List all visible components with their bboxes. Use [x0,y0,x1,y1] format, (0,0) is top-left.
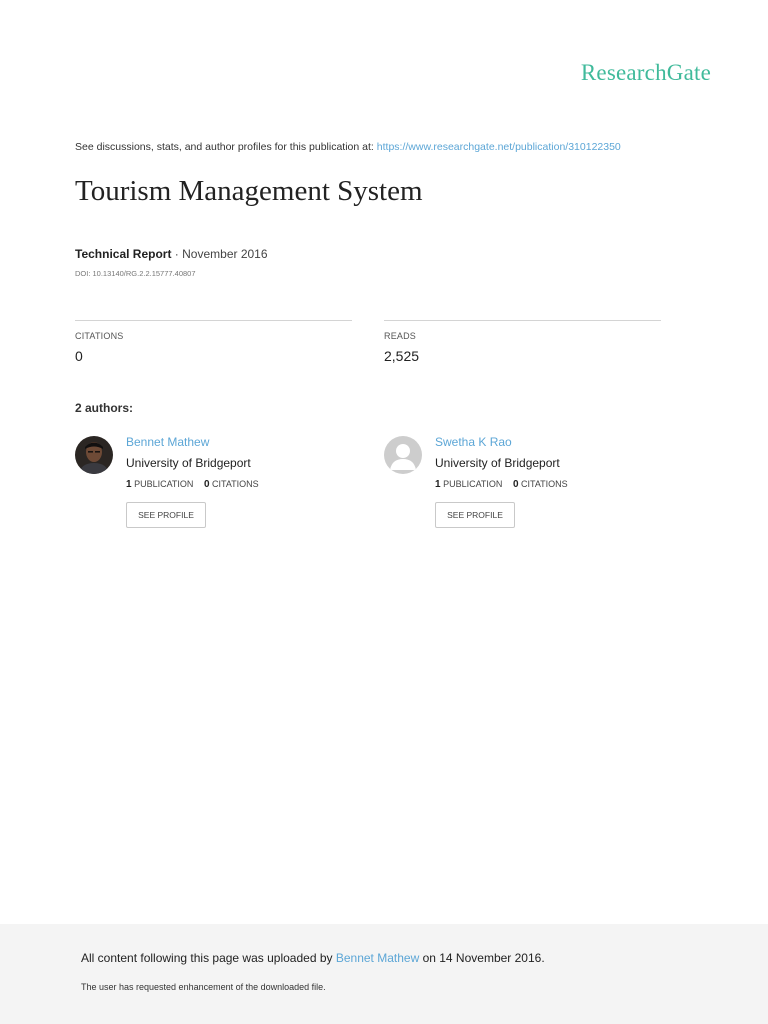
citation-count: 0 [203,479,210,490]
citations-stat [75,320,352,364]
person-photo-icon [75,436,113,474]
author-counts [126,479,356,490]
upload-footer [0,924,768,1024]
reads-label: READS [384,331,417,341]
upload-suffix: on 14 November 2016. [419,951,545,965]
publication-meta [75,247,268,261]
citation-count: 0 [512,479,519,490]
discussion-text: See discussions, stats, and author profiles for this publication at: [75,141,374,153]
publication-label: PUBLICATION [443,479,503,489]
default-user-icon [384,436,422,474]
citation-label: CITATIONS [212,479,259,489]
publication-count: 1 [126,479,132,490]
enhancement-request-note: The user has requested enhancement of the downloaded file. [81,982,326,992]
citation-label: CITATIONS [521,479,568,489]
upload-prefix: All content following this page was uploaded by [81,951,336,965]
reads-stat [384,320,661,364]
publication-count: 1 [435,479,441,490]
author-info [435,435,665,528]
researchgate-logo[interactable]: ResearchGate [580,60,711,85]
citations-value: 0 [75,348,83,364]
see-profile-button[interactable]: SEE PROFILE [126,502,206,528]
upload-notice [81,951,545,965]
publication-doi: DOI: 10.13140/RG.2.2.15777.40807 [75,269,196,278]
author-institution: University of Bridgeport [126,456,251,470]
author-avatar[interactable] [384,436,422,474]
see-profile-button[interactable]: SEE PROFILE [435,502,515,528]
author-name[interactable]: Bennet Mathew [126,435,210,449]
author-avatar[interactable] [75,436,113,474]
author-name[interactable]: Swetha K Rao [435,435,512,449]
discussion-line [75,141,621,153]
publication-title: Tourism Management System [75,175,423,207]
author-counts [435,479,665,490]
publication-date: · November 2016 [171,247,268,261]
author-info [126,435,356,528]
publication-label: PUBLICATION [134,479,194,489]
publication-type: Technical Report [75,247,172,261]
citations-label: CITATIONS [75,331,124,341]
authors-heading: 2 authors: [75,401,134,415]
uploader-link[interactable]: Bennet Mathew [335,951,420,965]
publication-link[interactable]: https://www.researchgate.net/publication/310122350 [376,141,621,153]
reads-value: 2,525 [384,348,420,364]
author-institution: University of Bridgeport [435,456,560,470]
